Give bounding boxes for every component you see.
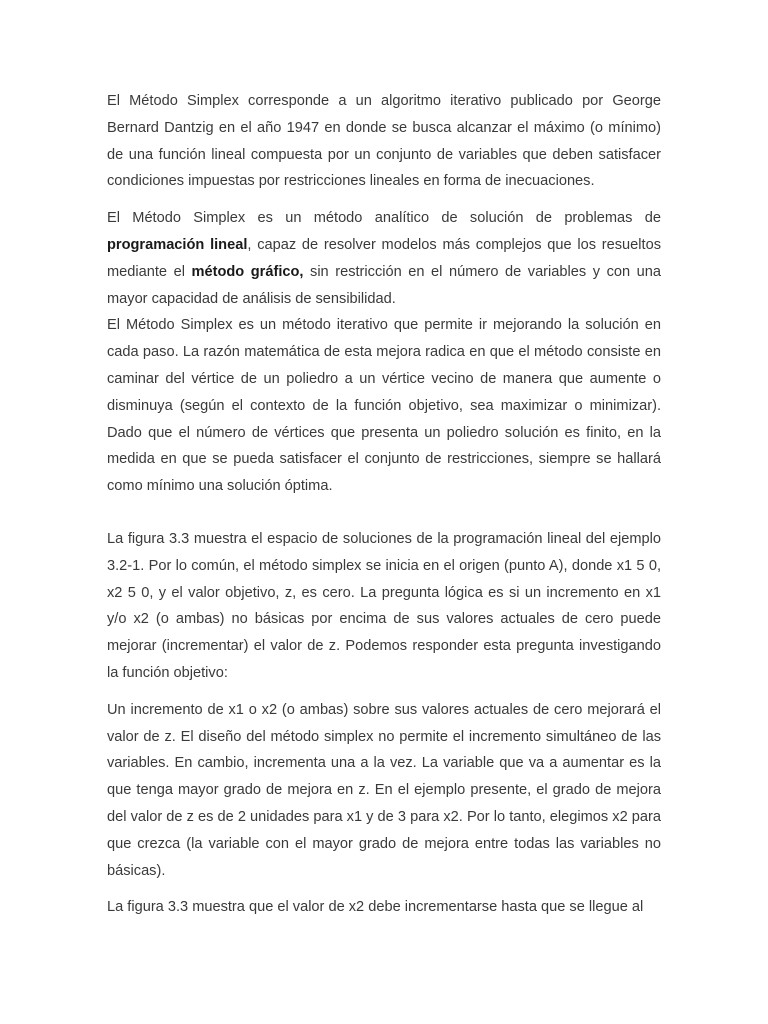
paragraph-simplex-iterative: El Método Simplex es un método iterativo que permite ir mejorando la solución en cada paso. La razón matemática de esta mejora radica en que el método consiste en caminar del vértice de un poliedro a un vértice vecino de manera que aumente o disminuya (según el contexto de la función objetivo, sea maximizar o minimizar). Dado que el número de vértices que presenta un poliedro solución es finito, en la medida en que se pueda satisfacer el conjunto de restricciones, siempre se hallará como mínimo una solución óptima. xyxy=(107,317,661,495)
bold-programacion-lineal: programación lineal xyxy=(107,236,248,253)
paragraph-increment: Un incremento de x1 o x2 (o ambas) sobre sus valores actuales de cero mejorará el valor de z. El diseño del método simplex no permite el incremento simultáneo de las variables. En cambio, incrementa una a la vez. La variable que va a aumentar es la que tenga mayor grado de mejora en z. En el ejemplo presente, el grado de mejora del valor de z es de 2 unidades para x1 y de 3 para x2. Por lo tanto, elegimos x2 para que crezca (la variable con el mayor grado de mejora entre todas las variables no básicas). xyxy=(107,701,661,879)
paragraph-simplex-definition: El Método Simplex corresponde a un algoritmo iterativo publicado por George Bernard Dantzig en el año 1947 en donde se busca alcanzar el máximo (o mínimo) de una función lineal compuesta por un conjunto de variables que deben satisfacer condiciones impuestas por restricciones lineales en forma de inecuaciones. xyxy=(107,93,661,190)
p2-text-d: sin restricción en el número de variables y con una mayor capacidad de análisis de sensibilidad. xyxy=(107,263,661,307)
document-page xyxy=(107,88,661,921)
p2-text-c: , capaz de resolver modelos más complejos que los resueltos mediante el xyxy=(107,236,661,280)
p2-text-a: El Método Simplex es un método analítico de solución de problemas de xyxy=(107,210,661,227)
paragraph-figure-x2: La figura 3.3 muestra que el valor de x2 debe incrementarse hasta que se llegue al xyxy=(107,899,644,916)
paragraph-figure-3-3: La figura 3.3 muestra el espacio de soluciones de la programación lineal del ejemplo 3.2-1. Por lo común, el método simplex se inicia en el origen (punto A), donde x1 5 0, x2 5 0, y el valor objetivo, z, es cero. La pregunta lógica es si un incremento en x1 y/o x2 (o ambas) no básicas por encima de sus valores actuales de cero puede mejorar (incrementar) el valor de z. Podemos responder esta pregunta investigando la función objetivo: xyxy=(107,530,661,681)
bold-metodo-grafico: método gráfico, xyxy=(191,263,304,280)
paragraph-simplex-analytic xyxy=(107,205,661,312)
